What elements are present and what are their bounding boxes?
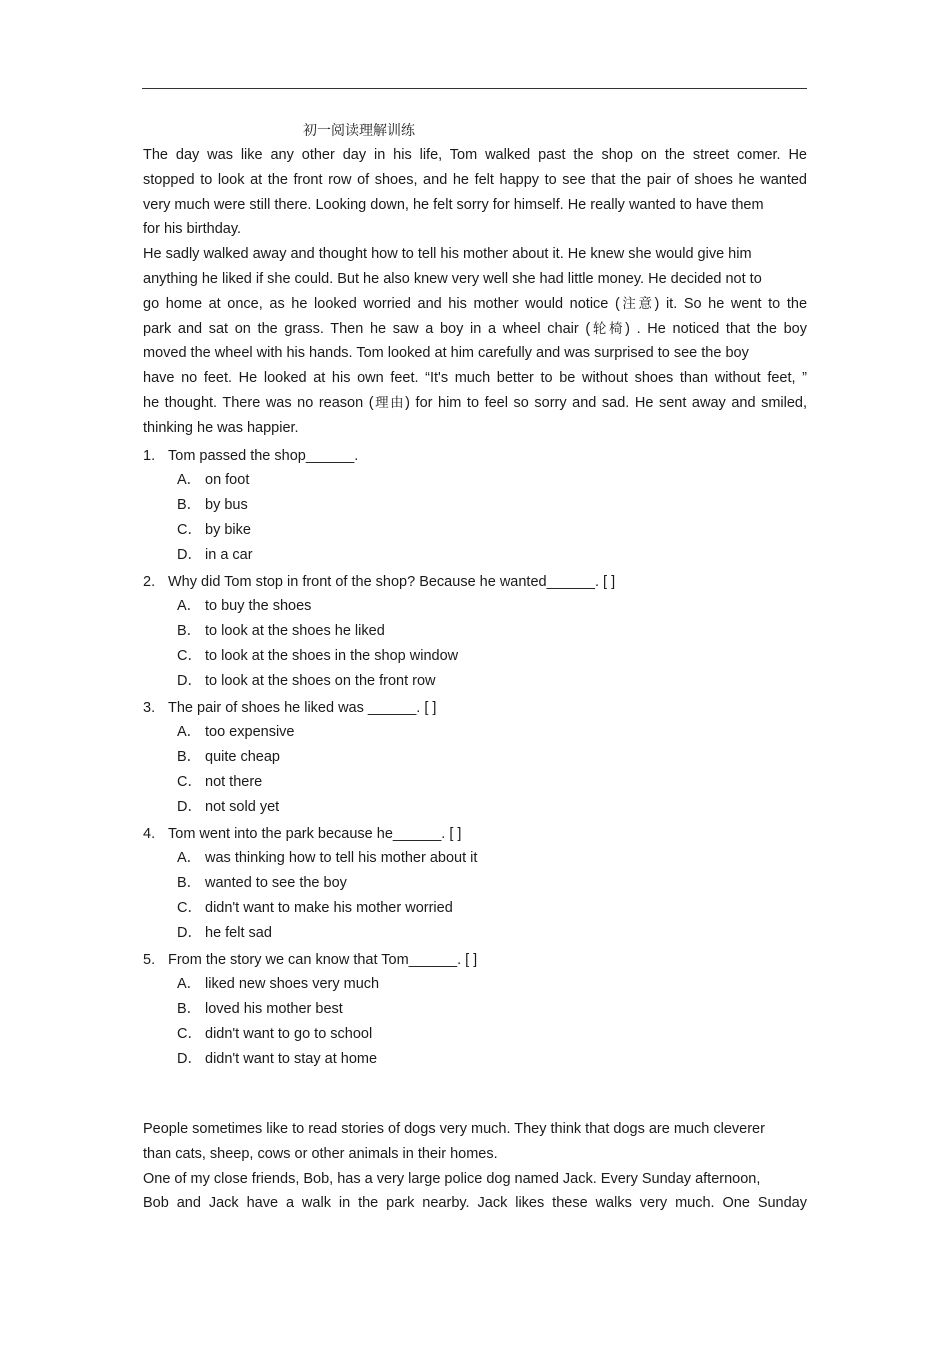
chinese-gloss: 轮椅: [590, 320, 626, 337]
passage-line: [143, 341, 807, 366]
option-text: too expensive: [205, 724, 295, 740]
option-text: by bus: [205, 497, 248, 513]
question-number: 3.: [143, 700, 156, 716]
passage-1: [143, 143, 807, 441]
passage-line: [143, 267, 807, 292]
passage-line: [143, 1142, 807, 1167]
option-text: didn't want to stay at home: [205, 1051, 378, 1067]
option-letter: B．: [177, 749, 202, 765]
question-text: From the story we can know that Tom______. [ ]: [168, 952, 478, 968]
answer-option[interactable]: [177, 644, 807, 669]
option-text: liked new shoes very much: [205, 976, 380, 992]
passage-text: The day was like any other day in his life, Tom walked past the shop on the street comer. He: [143, 147, 807, 163]
option-letter: D．: [177, 1051, 202, 1067]
option-letter: B．: [177, 1001, 202, 1017]
option-text: not there: [205, 774, 263, 790]
option-text: to look at the shoes on the front row: [205, 673, 436, 689]
answer-option[interactable]: [177, 770, 807, 795]
passage-text: Bob and Jack have a walk in the park nearby. Jack likes these walks very much. One Sunday: [143, 1195, 807, 1212]
passage-text: People sometimes like to read stories of dogs very much. They think that dogs are much cleverer: [143, 1121, 765, 1137]
answer-option[interactable]: [177, 1022, 807, 1047]
answer-option[interactable]: [177, 745, 807, 770]
answer-option[interactable]: [177, 619, 807, 644]
option-letter: C．: [177, 1026, 202, 1042]
answer-option[interactable]: [177, 1047, 807, 1072]
passage-text: for his birthday.: [143, 221, 242, 238]
question-stem: [143, 570, 807, 594]
question-stem: [143, 696, 807, 720]
option-letter: A．: [177, 850, 202, 866]
header-rule: [142, 88, 807, 89]
passage-text: very much were still there. Looking down, he felt sorry for himself. He really wanted to have them: [143, 196, 764, 213]
question-number: 5.: [143, 952, 156, 968]
answer-option[interactable]: [177, 896, 807, 921]
option-text: to look at the shoes in the shop window: [205, 648, 459, 664]
question-text: Tom went into the park because he______. [ ]: [168, 826, 462, 842]
question-stem: [143, 948, 807, 972]
option-letter: D．: [177, 925, 202, 941]
option-text: on foot: [205, 472, 250, 488]
question-1: [143, 444, 807, 568]
option-letter: C．: [177, 774, 202, 790]
passage-line: [143, 1167, 807, 1192]
passage-text: ) it. So he went to the: [654, 295, 808, 312]
answer-option[interactable]: [177, 795, 807, 820]
question-stem: [143, 822, 807, 846]
passage-line: [143, 193, 807, 218]
answer-option[interactable]: [177, 871, 807, 896]
answer-option[interactable]: [177, 493, 807, 518]
option-letter: C．: [177, 900, 202, 916]
passage-text: ) for him to feel so sorry and sad. He sent away and smiled,: [405, 394, 808, 411]
answer-option[interactable]: [177, 669, 807, 694]
option-letter: A．: [177, 472, 202, 488]
answer-option[interactable]: [177, 468, 807, 493]
question-5: [143, 948, 807, 1072]
answer-option[interactable]: [177, 594, 807, 619]
answer-option[interactable]: [177, 720, 807, 745]
option-letter: D．: [177, 799, 202, 815]
passage-line: [143, 366, 807, 391]
option-text: to look at the shoes he liked: [205, 623, 385, 639]
page-title: 初一阅读理解训练: [303, 123, 415, 139]
answer-option[interactable]: [177, 543, 807, 568]
chinese-gloss: 理由: [373, 394, 406, 411]
option-text: quite cheap: [205, 749, 280, 765]
option-letter: B．: [177, 497, 202, 513]
passage-line: [143, 143, 807, 168]
passage-text: park and sat on the grass. Then he saw a boy in a wheel chair (: [143, 320, 591, 337]
option-letter: B．: [177, 875, 202, 891]
passage-text: he thought. There was no reason (: [143, 394, 374, 411]
question-4: [143, 822, 807, 946]
option-letter: A．: [177, 976, 202, 992]
passage-text: thinking he was happier.: [143, 419, 299, 436]
passage-line: [143, 317, 807, 342]
passage-line: [143, 391, 807, 416]
passage-text: have no feet. He looked at his own feet. “It's much better to be without shoes than without feet, ”: [143, 370, 807, 387]
passage-text: stopped to look at the front row of shoes, and he felt happy to see that the pair of shoes he wanted: [143, 171, 807, 188]
passage-text: He sadly walked away and thought how to tell his mother about it. He knew she would give him: [143, 246, 752, 263]
option-text: not sold yet: [205, 799, 280, 815]
question-text: Why did Tom stop in front of the shop? Because he wanted______. [ ]: [168, 574, 616, 590]
passage-line: [143, 242, 807, 267]
option-letter: D．: [177, 673, 202, 689]
passage-text: One of my close friends, Bob, has a very large police dog named Jack. Every Sunday afternoon,: [143, 1170, 761, 1187]
passage-text: ) . He noticed that the boy: [625, 320, 807, 337]
question-text: The pair of shoes he liked was ______. [ ]: [168, 700, 437, 716]
chinese-gloss: 注意: [619, 295, 655, 312]
passage-2: [143, 1117, 807, 1216]
option-letter: B．: [177, 623, 202, 639]
question-2: [143, 570, 807, 694]
option-text: he felt sad: [205, 925, 272, 941]
passage-text: go home at once, as he looked worried and his mother would notice (: [143, 295, 620, 312]
question-number: 1.: [143, 448, 156, 464]
option-text: in a car: [205, 547, 253, 563]
question-number: 2.: [143, 574, 156, 590]
option-text: to buy the shoes: [205, 598, 312, 614]
question-text: Tom passed the shop______.: [168, 448, 359, 464]
answer-option[interactable]: [177, 846, 807, 871]
passage-text: than cats, sheep, cows or other animals in their homes.: [143, 1145, 498, 1162]
option-letter: C．: [177, 522, 202, 538]
answer-option[interactable]: [177, 997, 807, 1022]
option-letter: C．: [177, 648, 202, 664]
option-text: wanted to see the boy: [205, 875, 347, 891]
passage-line: [143, 1117, 807, 1142]
option-text: loved his mother best: [205, 1001, 343, 1017]
option-text: was thinking how to tell his mother about it: [205, 850, 478, 866]
passage-text: moved the wheel with his hands. Tom looked at him carefully and was surprised to see the boy: [143, 345, 749, 362]
passage-line: [143, 292, 807, 317]
option-letter: A．: [177, 724, 202, 740]
answer-option[interactable]: [177, 972, 807, 997]
question-list: [143, 444, 807, 1074]
option-letter: D．: [177, 547, 202, 563]
question-number: 4.: [143, 826, 156, 842]
question-stem: [143, 444, 807, 468]
answer-option[interactable]: [177, 518, 807, 543]
passage-line: [143, 416, 807, 441]
option-text: didn't want to make his mother worried: [205, 900, 453, 916]
option-text: by bike: [205, 522, 251, 538]
passage-text: anything he liked if she could. But he also knew very well she had little money. He decided not to: [143, 270, 762, 287]
passage-line: [143, 168, 807, 193]
option-text: didn't want to go to school: [205, 1026, 373, 1042]
question-3: [143, 696, 807, 820]
passage-line: [143, 1191, 807, 1216]
option-letter: A．: [177, 598, 202, 614]
passage-line: [143, 217, 807, 242]
answer-option[interactable]: [177, 921, 807, 946]
